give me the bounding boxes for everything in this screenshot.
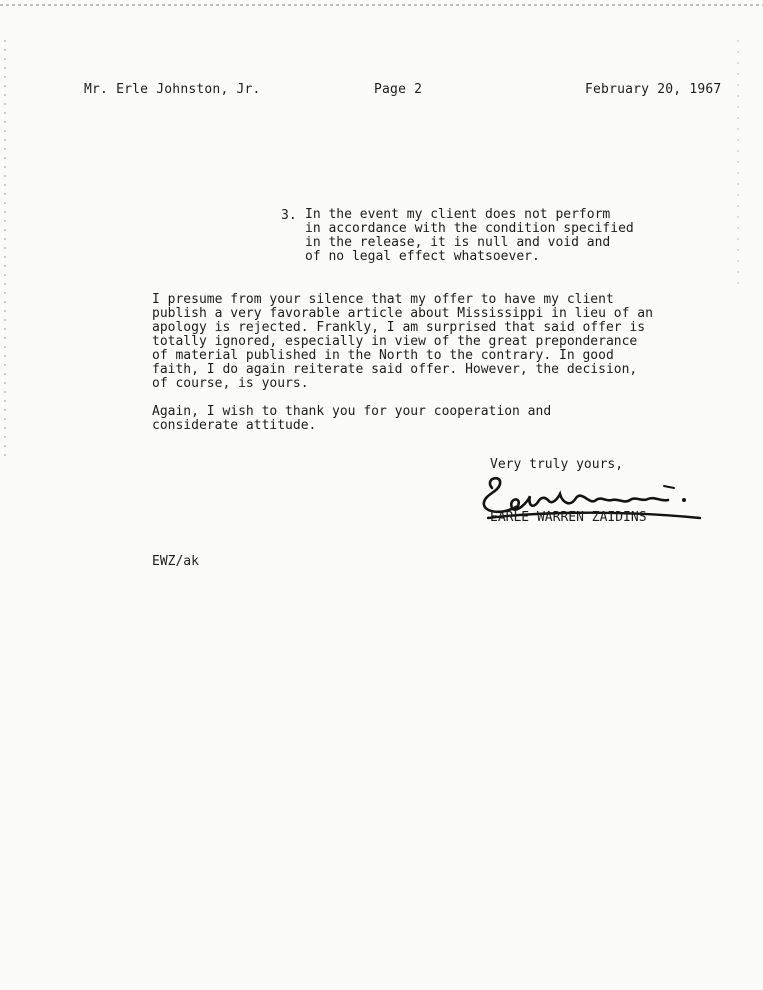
- paragraph-thanks: Again, I wish to thank you for your cooperation and considerate attitude.: [152, 404, 552, 433]
- item-text: In the event my client does not perform in accordance with the condition specified in the release, it is null and void and of no legal effect whatsoever.: [305, 207, 634, 264]
- scan-edge-right: [737, 40, 739, 290]
- header-page-number: Page 2: [374, 82, 423, 97]
- paragraph-offer: I presume from your silence that my offer to have my client publish a very favorable article about Mississippi in lieu of an apology is rejected. Frankly, I am surprised that said offer is totally ignored, especially in view of the great preponderance of material published in the North to the contrary. In good faith, I do again reiterate said offer. However, the decision, of course, is yours.: [152, 292, 653, 391]
- item-number: 3.: [281, 208, 297, 223]
- typist-initials: EWZ/ak: [152, 554, 199, 569]
- closing-salutation: Very truly yours,: [490, 457, 624, 472]
- scan-edge-left: [4, 40, 6, 460]
- signer-name: EARLE WARREN ZAIDINS: [490, 510, 647, 525]
- header-recipient: Mr. Erle Johnston, Jr.: [84, 82, 261, 97]
- scan-edge-top: [0, 4, 763, 6]
- header-date: February 20, 1967: [585, 82, 722, 97]
